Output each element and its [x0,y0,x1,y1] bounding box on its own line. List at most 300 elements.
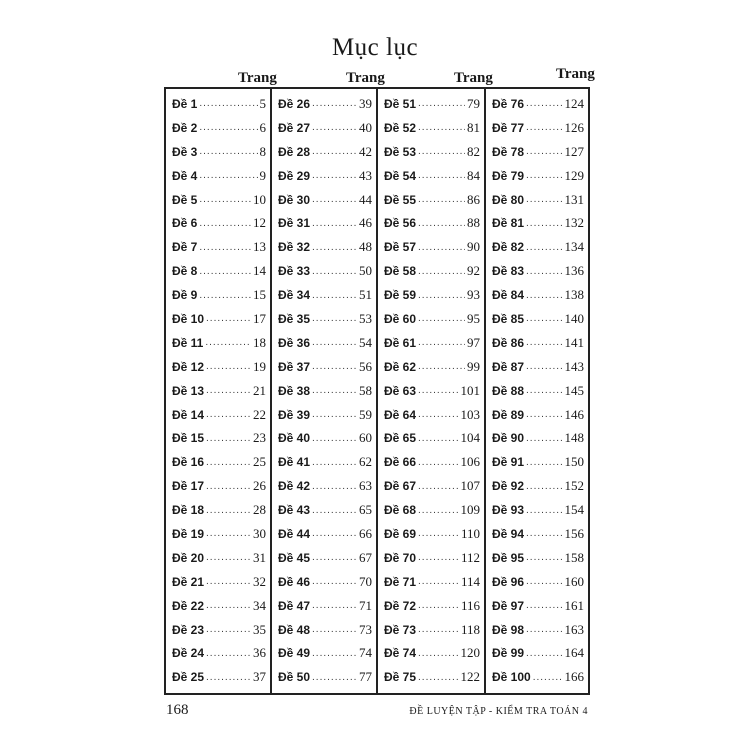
entry-label: Đề 10 [172,311,205,326]
contents-entry [166,164,270,188]
entry-label: Đề 20 [172,550,205,565]
entry-page-number: 65 [359,502,372,518]
entry-page-number: 15 [253,287,266,303]
entry-page-number: 21 [253,382,266,398]
contents-entry [378,546,484,570]
entry-page-number: 106 [460,454,480,470]
dot-leader [418,648,458,659]
dot-leader [418,385,458,396]
dot-leader [206,433,251,444]
contents-entry [272,211,376,235]
entry-label: Đề 51 [384,96,417,111]
entry-page-number: 40 [359,119,372,135]
entry-page-number: 161 [564,597,584,613]
dot-leader [312,146,357,157]
contents-column-2 [270,89,376,693]
contents-entry [272,331,376,355]
contents-entry [272,116,376,140]
contents-entry [166,498,270,522]
dot-leader [526,505,562,516]
dot-leader [312,505,357,516]
entry-page-number: 56 [359,358,372,374]
entry-label: Đề 90 [492,431,525,446]
entry-label: Đề 52 [384,120,417,135]
entry-label: Đề 57 [384,240,417,255]
entry-page-number: 97 [467,334,480,350]
entry-page-number: 34 [253,597,266,613]
entry-label: Đề 64 [384,407,417,422]
dot-leader [418,290,465,301]
entry-page-number: 67 [359,549,372,565]
entry-label: Đề 92 [492,479,525,494]
entry-page-number: 164 [564,645,584,661]
entry-label: Đề 4 [172,168,198,183]
contents-entry [378,307,484,331]
dot-leader [418,337,465,348]
entry-page-number: 86 [467,191,480,207]
column-header-1: Trang [238,70,277,86]
entry-page-number: 74 [359,645,372,661]
contents-entry [486,403,588,427]
contents-entry [272,307,376,331]
contents-entry [166,450,270,474]
dot-leader [312,552,357,563]
entry-page-number: 60 [359,430,372,446]
entry-label: Đề 78 [492,144,525,159]
entry-label: Đề 68 [384,503,417,518]
entry-label: Đề 53 [384,144,417,159]
entry-page-number: 152 [564,478,584,494]
entry-label: Đề 71 [384,574,417,589]
entry-label: Đề 81 [492,216,525,231]
contents-entry [166,665,270,689]
entry-page-number: 154 [564,502,584,518]
entry-label: Đề 77 [492,120,525,135]
dot-leader [418,457,458,468]
entry-label: Đề 19 [172,526,205,541]
entry-label: Đề 32 [278,240,311,255]
entry-label: Đề 42 [278,479,311,494]
entry-label: Đề 85 [492,311,525,326]
dot-leader [526,122,562,133]
contents-entry [378,618,484,642]
entry-label: Đề 80 [492,192,525,207]
dot-leader [526,313,562,324]
contents-entry [272,618,376,642]
dot-leader [312,409,357,420]
entry-label: Đề 24 [172,646,205,661]
entry-page-number: 19 [253,358,266,374]
entry-label: Đề 1 [172,96,198,111]
entry-page-number: 79 [467,95,480,111]
entry-page-number: 103 [460,406,480,422]
contents-entry [378,188,484,212]
contents-entry [378,450,484,474]
dot-leader [526,433,562,444]
column-header-3: Trang [454,70,493,86]
dot-leader [526,409,562,420]
entry-label: Đề 14 [172,407,205,422]
contents-entry [378,403,484,427]
contents-column-4 [484,89,590,693]
contents-entry [272,140,376,164]
entry-page-number: 62 [359,454,372,470]
dot-leader [526,146,562,157]
contents-entry [378,594,484,618]
contents-entry [486,331,588,355]
dot-leader [199,146,257,157]
entry-page-number: 6 [259,119,266,135]
entry-label: Đề 62 [384,359,417,374]
dot-leader [206,409,251,420]
contents-table [164,87,590,695]
dot-leader [312,624,357,635]
contents-entry [272,283,376,307]
dot-leader [206,505,251,516]
dot-leader [526,552,562,563]
contents-entry [166,307,270,331]
entry-page-number: 36 [253,645,266,661]
entry-page-number: 116 [460,597,480,613]
entry-label: Đề 45 [278,550,311,565]
entry-label: Đề 9 [172,288,198,303]
contents-entry [486,498,588,522]
entry-label: Đề 25 [172,670,205,685]
entry-label: Đề 2 [172,120,198,135]
contents-entry [166,546,270,570]
entry-label: Đề 13 [172,383,205,398]
entry-label: Đề 12 [172,359,205,374]
entry-page-number: 99 [467,358,480,374]
entry-page-number: 77 [359,669,372,685]
contents-entry [378,498,484,522]
dot-leader [418,409,458,420]
entry-page-number: 143 [564,358,584,374]
entry-page-number: 25 [253,454,266,470]
dot-leader [199,218,251,229]
entry-page-number: 138 [564,287,584,303]
entry-label: Đề 41 [278,455,311,470]
entry-page-number: 82 [467,143,480,159]
entry-label: Đề 93 [492,503,525,518]
dot-leader [526,576,562,587]
contents-entry [272,546,376,570]
contents-entry [166,522,270,546]
contents-column-3 [376,89,484,693]
contents-entry [272,641,376,665]
dot-leader [206,481,251,492]
entry-page-number: 148 [564,430,584,446]
entry-page-number: 37 [253,669,266,685]
column-header-4: Trang [556,66,595,82]
dot-leader [418,672,458,683]
contents-column-1 [164,89,270,693]
entry-page-number: 160 [564,573,584,589]
contents-entry [378,355,484,379]
entry-label: Đề 22 [172,598,205,613]
entry-label: Đề 17 [172,479,205,494]
entry-page-number: 84 [467,167,480,183]
entry-page-number: 95 [467,310,480,326]
contents-entry [272,570,376,594]
dot-leader [312,361,357,372]
entry-label: Đề 38 [278,383,311,398]
entry-label: Đề 50 [278,670,311,685]
entry-page-number: 23 [253,430,266,446]
contents-entry [486,235,588,259]
entry-page-number: 114 [460,573,480,589]
contents-entry [166,403,270,427]
entry-label: Đề 11 [172,335,204,350]
entry-page-number: 44 [359,191,372,207]
dot-leader [526,218,562,229]
contents-entry [378,379,484,403]
entry-label: Đề 84 [492,288,525,303]
entry-label: Đề 40 [278,431,311,446]
dot-leader [418,600,459,611]
entry-page-number: 54 [359,334,372,350]
contents-entry [272,426,376,450]
dot-leader [533,672,563,683]
entry-page-number: 122 [460,669,480,685]
dot-leader [526,170,562,181]
contents-entry [378,140,484,164]
dot-leader [206,624,251,635]
dot-leader [312,648,357,659]
dot-leader [199,122,257,133]
contents-entry [272,379,376,403]
entry-label: Đề 75 [384,670,417,685]
dot-leader [312,385,357,396]
contents-entry [378,426,484,450]
contents-entry [378,211,484,235]
contents-entry [378,522,484,546]
entry-page-number: 12 [253,215,266,231]
entry-label: Đề 35 [278,311,311,326]
contents-entry [486,283,588,307]
contents-entry [272,450,376,474]
entry-label: Đề 73 [384,622,417,637]
entry-label: Đề 87 [492,359,525,374]
entry-label: Đề 3 [172,144,198,159]
contents-entry [486,546,588,570]
contents-entry [486,594,588,618]
entry-page-number: 101 [460,382,480,398]
page-title: Mục lục [331,34,419,61]
entry-page-number: 13 [253,239,266,255]
entry-label: Đề 23 [172,622,205,637]
entry-label: Đề 88 [492,383,525,398]
entry-page-number: 90 [467,239,480,255]
dot-leader [199,290,251,301]
contents-entry [166,140,270,164]
dot-leader [418,505,458,516]
dot-leader [418,433,458,444]
entry-label: Đề 99 [492,646,525,661]
entry-label: Đề 15 [172,431,205,446]
entry-page-number: 150 [564,454,584,470]
dot-leader [526,194,562,205]
entry-page-number: 17 [253,310,266,326]
entry-page-number: 35 [253,621,266,637]
contents-entry [166,259,270,283]
dot-leader [205,337,251,348]
entry-page-number: 92 [467,263,480,279]
entry-page-number: 26 [253,478,266,494]
contents-entry [378,164,484,188]
entry-label: Đề 89 [492,407,525,422]
dot-leader [199,170,257,181]
dot-leader [312,98,357,109]
entry-page-number: 163 [564,621,584,637]
entry-label: Đề 28 [278,144,311,159]
entry-label: Đề 46 [278,574,311,589]
entry-page-number: 110 [460,525,480,541]
contents-entry [166,92,270,116]
entry-label: Đề 33 [278,264,311,279]
entry-page-number: 112 [460,549,480,565]
entry-page-number: 39 [359,95,372,111]
contents-entry [486,379,588,403]
contents-entry [166,641,270,665]
entry-label: Đề 21 [172,574,205,589]
entry-page-number: 158 [564,549,584,565]
dot-leader [312,481,357,492]
entry-page-number: 9 [259,167,266,183]
dot-leader [312,672,357,683]
dot-leader [526,98,562,109]
dot-leader [418,266,465,277]
entry-label: Đề 31 [278,216,311,231]
contents-entry [166,618,270,642]
dot-leader [526,481,562,492]
column-header-2: Trang [346,70,385,86]
entry-label: Đề 37 [278,359,311,374]
entry-label: Đề 82 [492,240,525,255]
dot-leader [526,624,562,635]
entry-page-number: 81 [467,119,480,135]
dot-leader [526,648,562,659]
dot-leader [206,361,251,372]
entry-label: Đề 47 [278,598,311,613]
contents-entry [378,474,484,498]
entry-label: Đề 65 [384,431,417,446]
contents-entry [486,665,588,689]
entry-page-number: 141 [564,334,584,350]
running-footer-title: ĐỀ LUYỆN TẬP - KIỂM TRA TOÁN 4 [409,706,588,717]
entry-label: Đề 48 [278,622,311,637]
entry-page-number: 109 [460,502,480,518]
entry-page-number: 59 [359,406,372,422]
dot-leader [418,552,459,563]
dot-leader [418,528,459,539]
dot-leader [418,624,459,635]
dot-leader [418,122,465,133]
entry-label: Đề 6 [172,216,198,231]
dot-leader [312,313,357,324]
entry-page-number: 51 [359,287,372,303]
entry-label: Đề 97 [492,598,525,613]
entry-label: Đề 39 [278,407,311,422]
entry-page-number: 73 [359,621,372,637]
dot-leader [312,122,357,133]
contents-entry [272,235,376,259]
dot-leader [418,170,465,181]
dot-leader [206,552,251,563]
entry-page-number: 146 [564,406,584,422]
contents-entry [486,116,588,140]
entry-page-number: 43 [359,167,372,183]
dot-leader [526,242,562,253]
entry-label: Đề 56 [384,216,417,231]
contents-entry [272,665,376,689]
contents-entry [166,283,270,307]
contents-entry [272,92,376,116]
dot-leader [312,218,357,229]
contents-entry [486,641,588,665]
page-number: 168 [166,702,189,718]
contents-entry [486,474,588,498]
contents-entry [486,164,588,188]
entry-label: Đề 43 [278,503,311,518]
dot-leader [206,385,251,396]
contents-entry [166,116,270,140]
entry-label: Đề 7 [172,240,198,255]
entry-page-number: 71 [359,597,372,613]
contents-entry [486,92,588,116]
entry-page-number: 48 [359,239,372,255]
entry-page-number: 50 [359,263,372,279]
contents-entry [486,426,588,450]
dot-leader [312,528,357,539]
entry-page-number: 5 [259,95,266,111]
contents-entry [486,211,588,235]
contents-entry [486,355,588,379]
entry-page-number: 28 [253,502,266,518]
entry-label: Đề 69 [384,526,417,541]
dot-leader [526,361,562,372]
entry-label: Đề 100 [492,670,531,685]
dot-leader [312,290,357,301]
entry-label: Đề 66 [384,455,417,470]
dot-leader [418,313,465,324]
dot-leader [206,313,251,324]
entry-page-number: 145 [564,382,584,398]
contents-entry [166,235,270,259]
dot-leader [526,290,562,301]
entry-page-number: 70 [359,573,372,589]
contents-entry [166,570,270,594]
entry-page-number: 134 [564,239,584,255]
entry-label: Đề 72 [384,598,417,613]
entry-label: Đề 5 [172,192,198,207]
contents-entry [166,426,270,450]
entry-label: Đề 95 [492,550,525,565]
entry-page-number: 88 [467,215,480,231]
entry-page-number: 18 [253,334,266,350]
contents-entry [378,283,484,307]
dot-leader [206,648,251,659]
contents-entry [486,307,588,331]
dot-leader [526,385,562,396]
dot-leader [206,600,251,611]
entry-page-number: 107 [460,478,480,494]
entry-label: Đề 86 [492,335,525,350]
contents-entry [166,594,270,618]
dot-leader [418,242,465,253]
entry-page-number: 129 [564,167,584,183]
contents-entry [378,331,484,355]
